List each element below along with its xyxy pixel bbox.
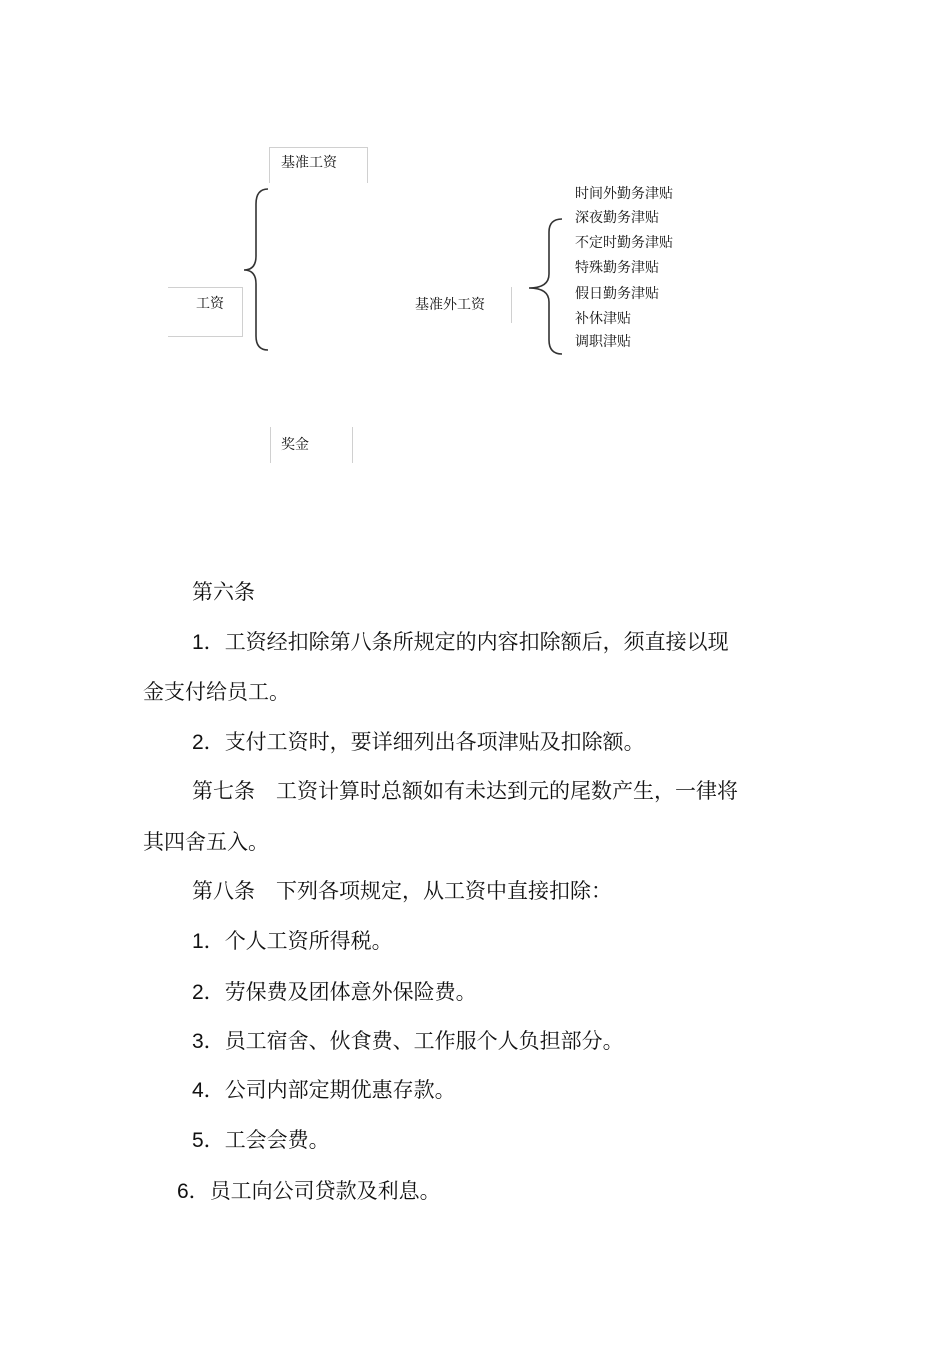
box-edge [269, 147, 367, 148]
box-edge [270, 427, 271, 463]
box-edge [352, 427, 353, 463]
base-salary-label: 基准工资 [281, 155, 337, 171]
deduction-item [192, 1126, 330, 1155]
deduction-item [192, 1076, 456, 1105]
root-node-label: 工资 [196, 296, 224, 312]
deduction-item [192, 1027, 624, 1056]
item-number: 1． [192, 930, 225, 953]
item-number: 1． [192, 631, 225, 654]
deduction-item [192, 927, 393, 956]
item-text: 工会会费。 [224, 1128, 330, 1152]
item-number: 6． [177, 1180, 210, 1203]
item-text: 支付工资时，要详细列出各项津贴及扣除额。 [224, 730, 645, 754]
item-number: 4． [192, 1079, 225, 1102]
box-edge [168, 287, 242, 288]
item-number: 3． [192, 1030, 225, 1053]
box-edge [269, 147, 270, 183]
article7-line2: 其四舍五入。 [143, 830, 269, 854]
item-number: 2． [192, 981, 225, 1004]
box-edge [168, 336, 242, 337]
bonus-label: 奖金 [281, 437, 309, 453]
article6-item1-cont: 金支付给员工。 [143, 680, 290, 704]
item-number: 5． [192, 1129, 225, 1152]
item-number: 2． [192, 731, 225, 754]
item-text: 个人工资所得税。 [224, 929, 393, 953]
item-text: 公司内部定期优惠存款。 [224, 1078, 456, 1102]
deduction-item [192, 978, 477, 1007]
article8-line: 第八条 下列各项规定，从工资中直接扣除： [192, 879, 612, 903]
allowance-item: 调职津贴 [575, 334, 631, 350]
allowance-item: 特殊勤务津贴 [575, 260, 659, 276]
allowance-item: 不定时勤务津贴 [575, 235, 673, 251]
item-text: 员工向公司贷款及利息。 [209, 1179, 441, 1203]
allowance-item: 深夜勤务津贴 [575, 210, 659, 226]
deduction-item [177, 1177, 441, 1206]
article6-title: 第六条 [192, 580, 255, 604]
left-brace [240, 188, 270, 352]
allowance-item: 假日勤务津贴 [575, 286, 659, 302]
item-text: 劳保费及团体意外保险费。 [224, 980, 477, 1004]
article6-item1 [192, 628, 729, 657]
article6-item2 [192, 728, 645, 757]
article7-line1: 第七条 工资计算时总额如有未达到元的尾数产生，一律将 [192, 779, 738, 803]
right-brace [525, 218, 565, 356]
item-text: 工资经扣除第八条所规定的内容扣除额后，须直接以现 [224, 630, 729, 654]
item-text: 员工宿舍、伙食费、工作服个人负担部分。 [224, 1029, 624, 1053]
allowance-item: 时间外勤务津贴 [575, 186, 673, 202]
box-edge [367, 147, 368, 183]
extra-salary-label: 基准外工资 [415, 297, 485, 313]
box-edge [511, 287, 512, 323]
allowance-item: 补休津贴 [575, 311, 631, 327]
